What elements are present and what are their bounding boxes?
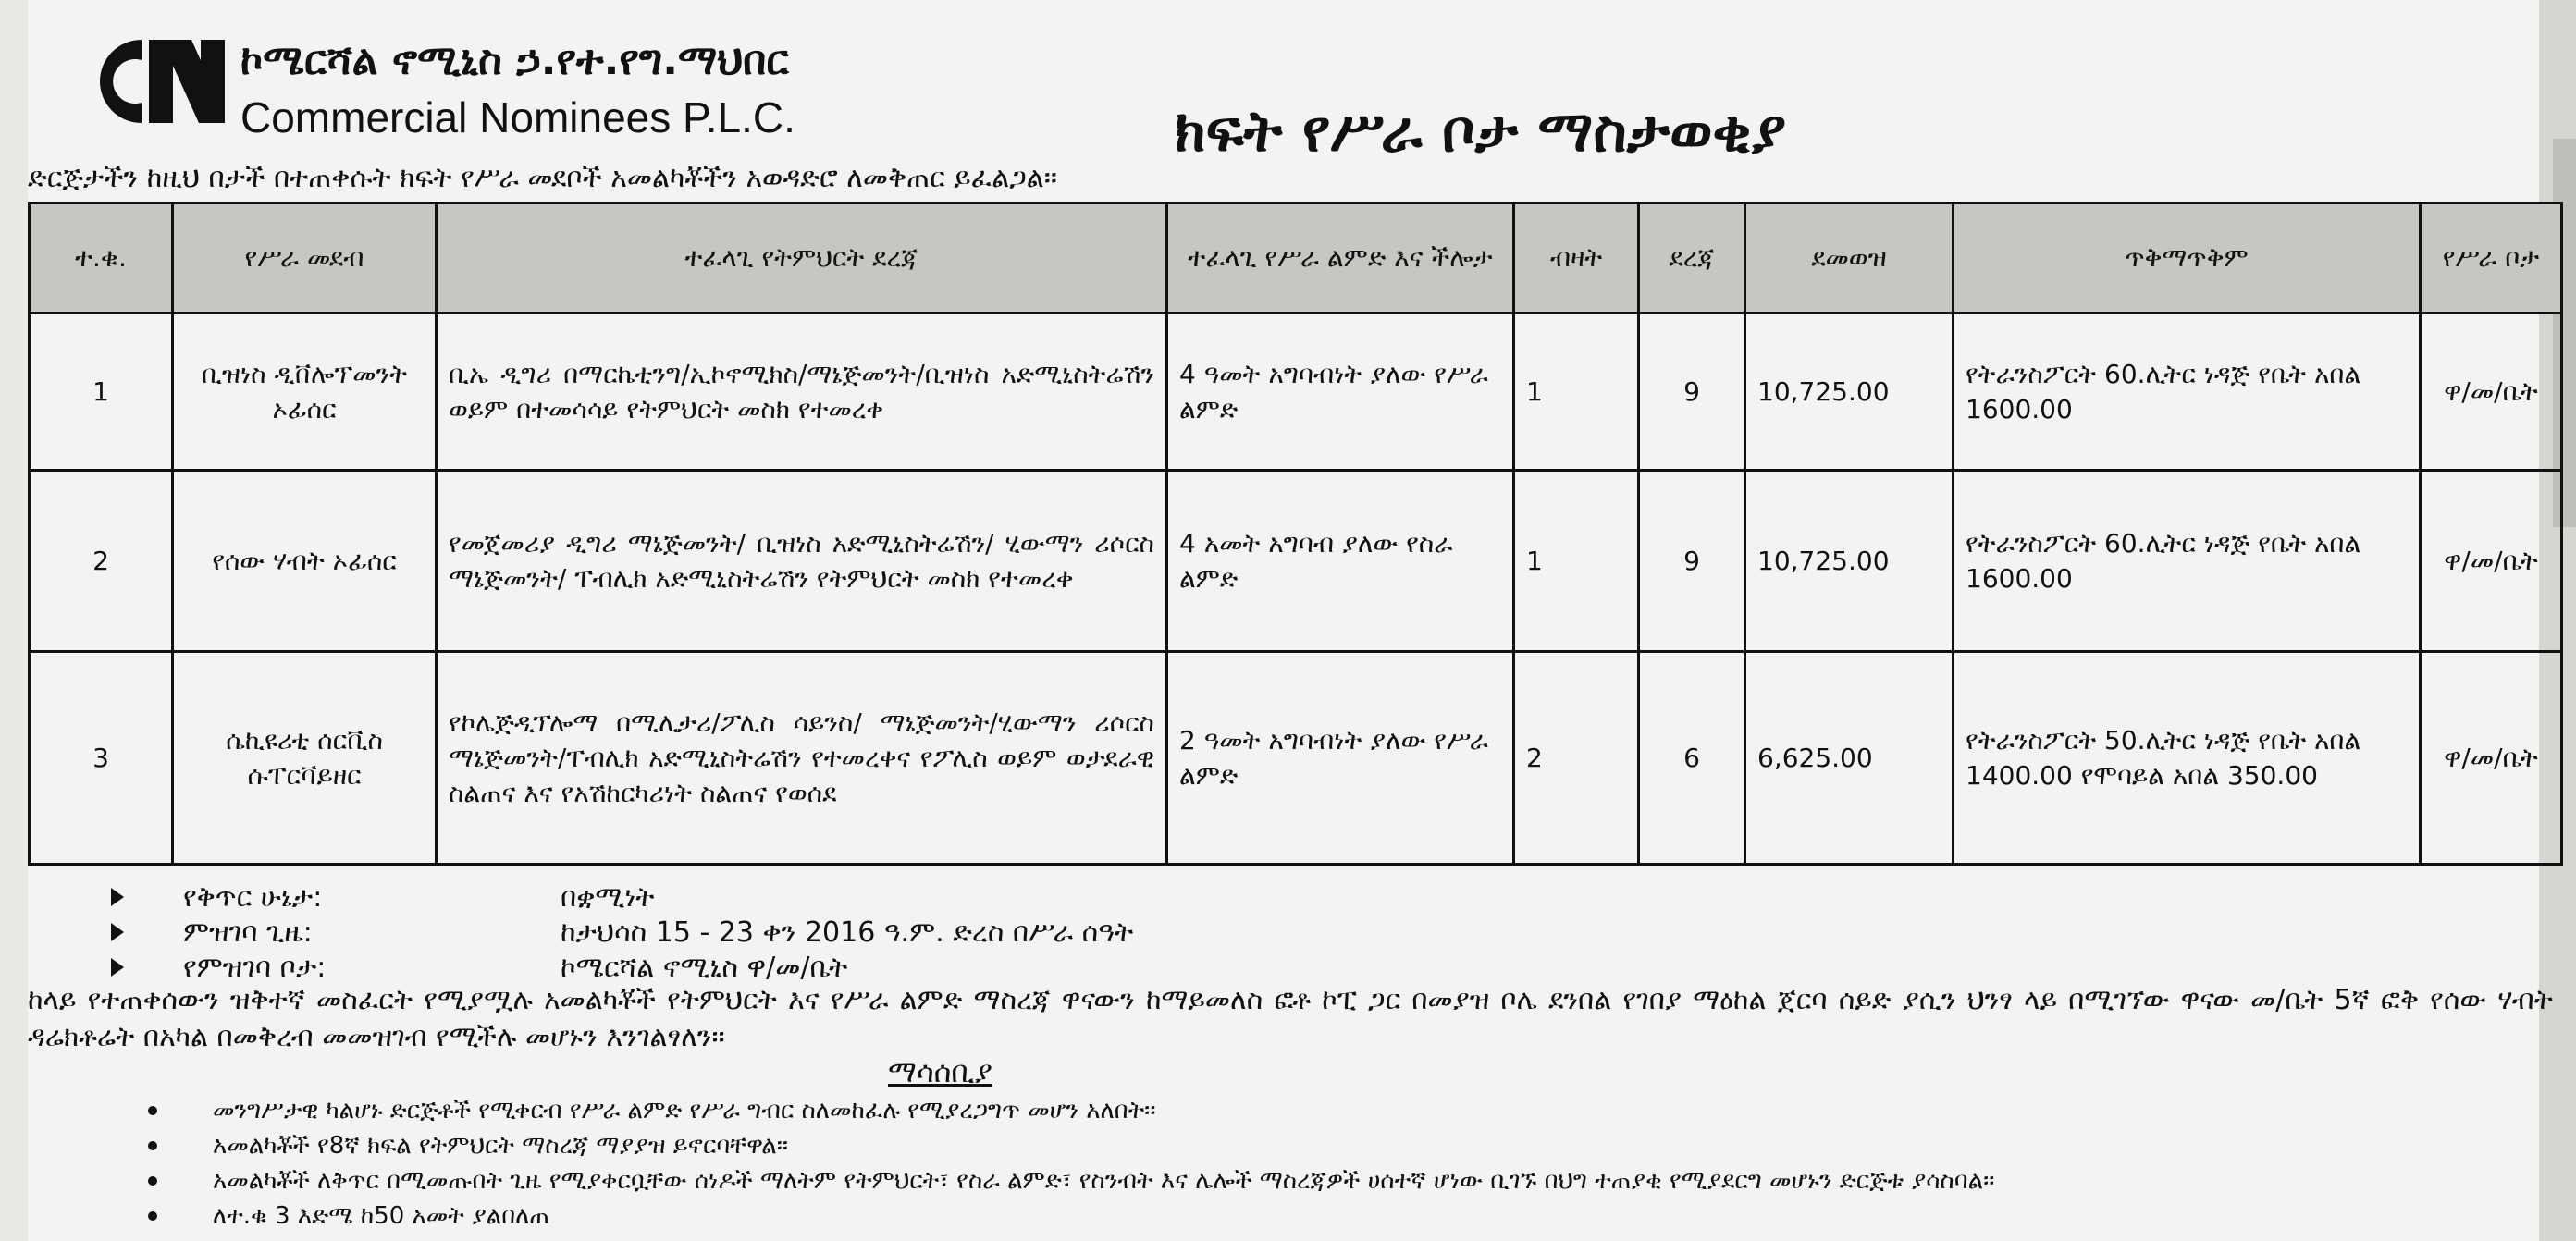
header-cell: የሥራ ቦታ (2421, 203, 2562, 313)
note-text: መንግሥታዊ ካልሆኑ ድርጅቶች የሚቀርብ የሥራ ልምድ የሥራ ግብር ስለመከፈሉ የሚያረጋግጥ መሆን አለበት፡፡ (213, 1097, 1156, 1124)
detail-value: ኮሜርሻል ኖሚኒስ ዋ/መ/ቤት (561, 952, 848, 984)
notes-list (148, 1093, 2516, 1234)
table-row (30, 313, 2562, 471)
job-quantity: 1 (1514, 313, 1639, 471)
row-number: 3 (30, 652, 173, 865)
bullet-dot-icon (148, 1106, 157, 1115)
bullet-dot-icon (148, 1141, 157, 1150)
header-cell: ተ.ቁ. (30, 203, 173, 313)
job-quantity: 1 (1514, 471, 1639, 652)
note-text: ለተ.ቁ 3 እድሜ ከ50 አመት ያልበለጠ (213, 1202, 550, 1230)
company-header (37, 23, 1017, 162)
bullet-dot-icon (148, 1176, 157, 1186)
application-instructions: ከላይ የተጠቀሰውን ዝቅተኛ መስፈርት የሚያሟሉ አመልካቾች የትምህርት እና የሥራ ልምድ ማስረጃ ዋናውን ከማይመለስ ፎቶ ኮፒ ጋር በመያዝ ቦሌ ደንበል የገበያ ማዕከል ጀርባ ሰይድ ያሲን ህንፃ ላይ በሚገኘው ዋናው መ/ቤት 5ኛ ፎቅ የሰው ሃብት ዳሬክቶሬት በአካል በመቅረብ መመዝገብ የሚችሉ መሆኑን እንገልፃለን፡፡ (28, 984, 2553, 1053)
job-grade: 9 (1639, 471, 1745, 652)
job-education: የኮሌጅዲፕሎማ በሚሊታሪ/ፖሊስ ሳይንስ/ ማኔጅመንት/ሂውማን ሪሶርስ ማኔጅመንት/ፐብሊክ አድሚኒስትሬሽን የተመረቀና የፖሊስ ወይም ወታደራዊ ስልጠና እና የአሽከርካሪነት ስልጠና የወሰደ (437, 652, 1167, 865)
job-position: የሰው ሃብት ኦፊሰር (173, 471, 437, 652)
job-location: ዋ/መ/ቤት (2421, 471, 2562, 652)
note-text: አመልካቾች የ8ኛ ክፍል የትምህርት ማስረጃ ማያያዝ ይኖርባቸዋል፡፡ (213, 1132, 789, 1160)
arrow-bullet-icon (111, 958, 124, 977)
intro-text: ድርጅታችን ከዚህ በታች በተጠቀሱት ክፍት የሥራ መደቦች አመልካቾችን አወዳድሮ ለመቅጠር ይፈልጋል፡፡ (28, 162, 1057, 194)
bullet-dot-icon (148, 1211, 157, 1221)
job-salary: 6,625.00 (1745, 652, 1954, 865)
job-experience: 2 ዓመት አግባብነት ያለው የሥራ ልምድ (1167, 652, 1514, 865)
job-quantity: 2 (1514, 652, 1639, 865)
job-salary: 10,725.00 (1745, 313, 1954, 471)
vacancy-table (28, 202, 2563, 866)
company-name-english: Commercial Nominees P.L.C. (240, 93, 795, 141)
arrow-bullet-icon (111, 923, 124, 941)
job-experience: 4 አመት አግባብ ያለው የስራ ልምድ (1167, 471, 1514, 652)
detail-label: ምዝገባ ጊዜ: (183, 916, 313, 949)
table-header-row (30, 203, 2562, 313)
row-number: 1 (30, 313, 173, 471)
detail-value: በቋሚነት (561, 881, 655, 914)
note-item (148, 1128, 2516, 1163)
job-benefits: የትራንስፖርት 60.ሊትር ነዳጅ የቤት አበል 1600.00 (1954, 471, 2421, 652)
job-salary: 10,725.00 (1745, 471, 1954, 652)
company-logo (60, 31, 227, 132)
header-cell: ጥቅማጥቅም (1954, 203, 2421, 313)
job-grade: 6 (1639, 652, 1745, 865)
notes-heading: ማሳሰቢያ (888, 1054, 992, 1089)
announcement-title: ክፍት የሥራ ቦታ ማስታወቂያ (1175, 97, 1786, 165)
detail-label: የቅጥር ሁኔታ: (183, 881, 323, 914)
note-item (148, 1163, 2516, 1198)
job-experience: 4 ዓመት አግባብነት ያለው የሥራ ልምድ (1167, 313, 1514, 471)
job-benefits: የትራንስፖርት 60.ሊትር ነዳጅ የቤት አበል 1600.00 (1954, 313, 2421, 471)
detail-value: ከታህሳስ 15 - 23 ቀን 2016 ዓ.ም. ድረስ በሥራ ሰዓት (561, 916, 1134, 949)
job-location: ዋ/መ/ቤት (2421, 313, 2562, 471)
row-number: 2 (30, 471, 173, 652)
note-item (148, 1093, 2516, 1128)
arrow-bullet-icon (111, 888, 124, 906)
header-cell: ተፈላጊ የትምህርት ደረጃ (437, 203, 1167, 313)
job-benefits: የትራንስፖርት 50.ሊትር ነዳጅ የቤት አበል 1400.00 የሞባይል አበል 350.00 (1954, 652, 2421, 865)
job-education: የመጀመሪያ ዲግሪ ማኔጅመንት/ ቢዝነስ አድሚኒስትሬሽን/ ሂውማን ሪሶርስ ማኔጅመንት/ ፐብሊክ አድሚኒስትሬሽን የትምህርት መስክ የተመረቀ (437, 471, 1167, 652)
header-cell: ተፈላጊ የሥራ ልምድ እና ችሎታ (1167, 203, 1514, 313)
company-name-amharic: ኮሜርሻል ኖሚኒስ ኃ.የተ.የግ.ማህበር (240, 37, 789, 84)
job-grade: 9 (1639, 313, 1745, 471)
job-location: ዋ/መ/ቤት (2421, 652, 2562, 865)
job-position: ሴኪዩሪቲ ሰርቪስ ሱፐርቫይዘር (173, 652, 437, 865)
job-education: ቢኤ ዲግሪ በማርኬቲንግ/ኢኮኖሚክስ/ማኔጅመንት/ቢዝነስ አድሚኒስትሬሽን ወይም በተመሳሳይ የትምህርት መስክ የተመረቀ (437, 313, 1167, 471)
header-cell: የሥራ መደብ (173, 203, 437, 313)
note-text: አመልካቾች ለቅጥር በሚመጡበት ጊዜ የሚያቀርቧቸው ሰነዶች ማለትም የትምህርት፣ የስራ ልምድ፣ የስንብት እና ሌሎች ማስረጃዎች ሀሰተኛ ሆነው ቢገኙ በህግ ተጠያቂ የሚያደርግ መሆኑን ድርጅቱ ያሳስባል፡፡ (213, 1167, 1995, 1195)
note-item (148, 1198, 2516, 1234)
table-row (30, 652, 2562, 865)
header-cell: ደረጃ (1639, 203, 1745, 313)
job-position: ቢዝነስ ዲቨሎፕመንት ኦፊሰር (173, 313, 437, 471)
detail-label: የምዝገባ ቦታ: (183, 952, 327, 984)
page-edge-left (0, 0, 28, 1241)
header-cell: ደመወዝ (1745, 203, 1954, 313)
table-row (30, 471, 2562, 652)
header-cell: ብዛት (1514, 203, 1639, 313)
